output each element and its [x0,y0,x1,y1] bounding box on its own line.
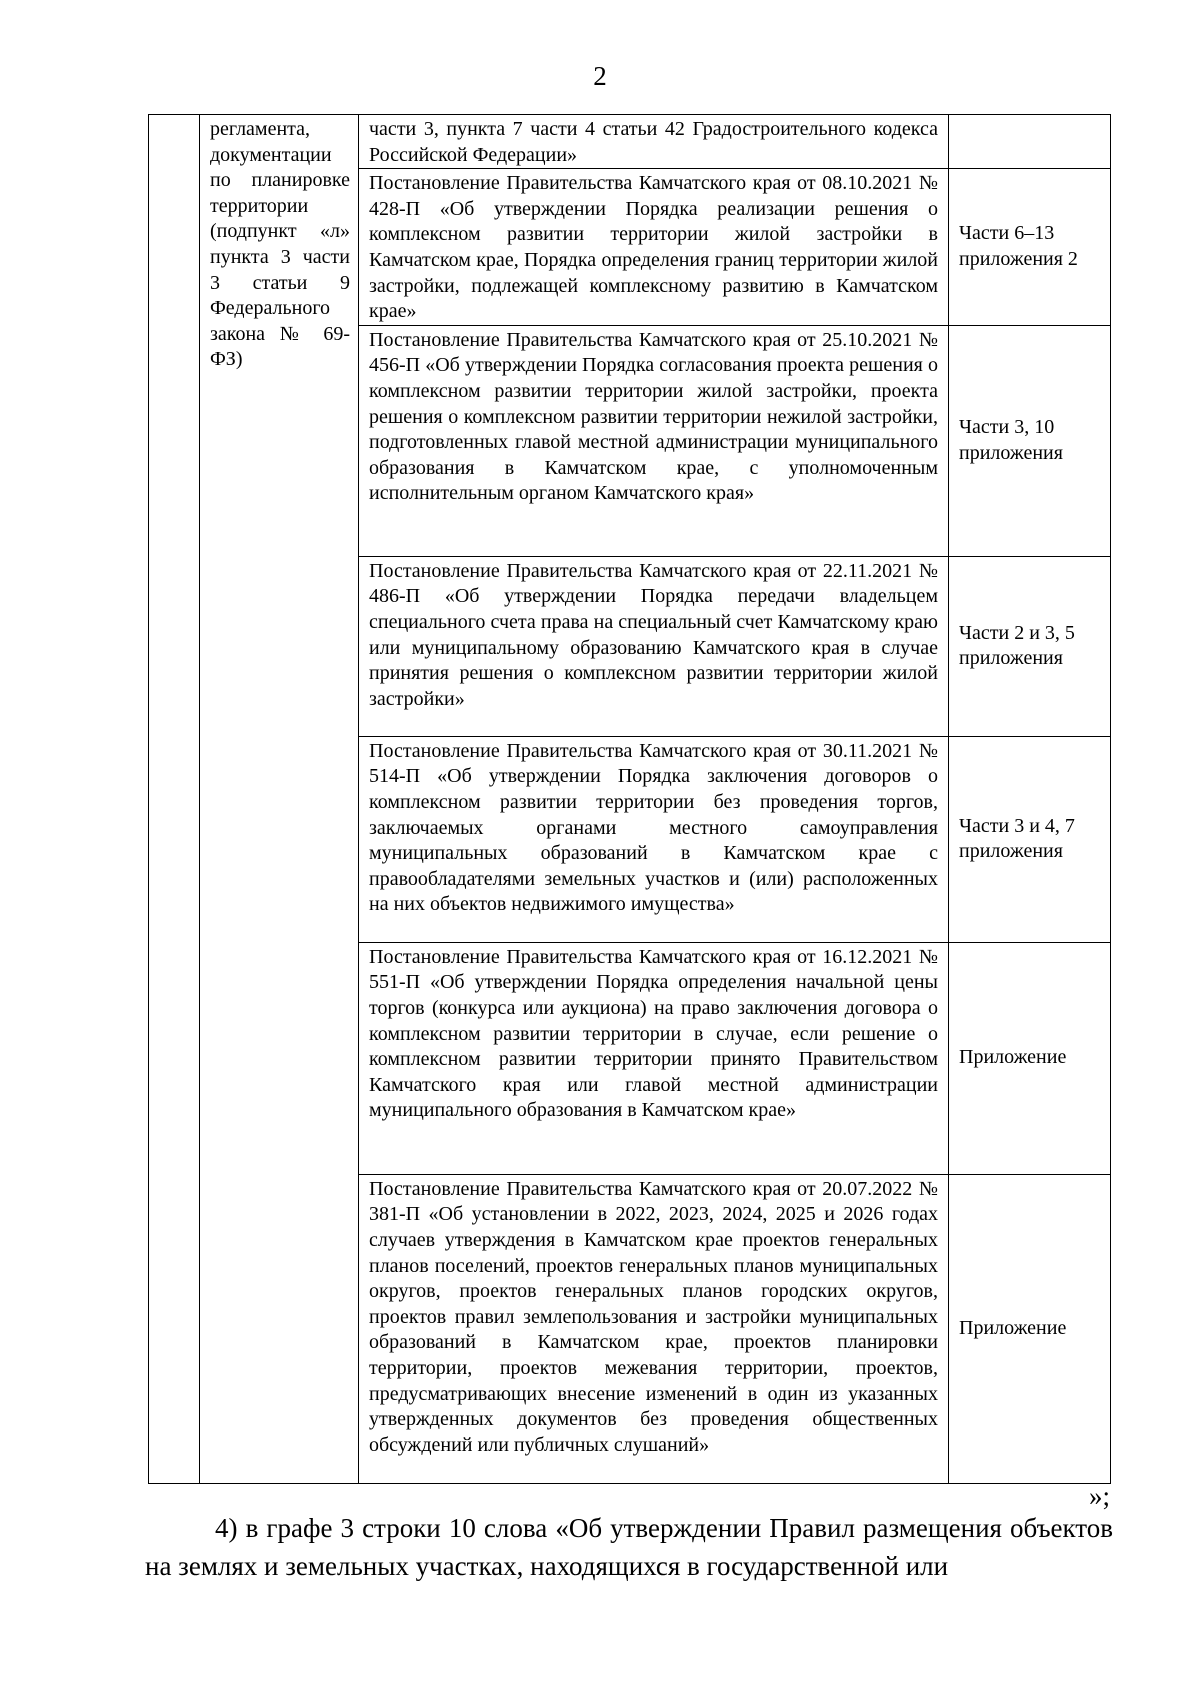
closing-quote: »; [1088,1481,1110,1511]
row-number-cell [149,115,200,1484]
act-cell: Постановление Правительства Камчатского края от 16.12.2021 № 551-П «Об утверждении Порядка определения начальной цены торгов (конкурса или аукциона) на право заключения договора о комплексном развитии территории в случае, если решение о комплексном развитии территории принято Правительством Камчатского края или главой местной администрации муниципального образования в Камчатском крае» [359,942,949,1174]
act-cell: Постановление Правительства Камчатского края от 20.07.2022 № 381-П «Об установлении в 2022, 2023, 2024, 2025 и 2026 годах случаев утверждения в Камчатском крае проектов генеральных планов поселений, проектов генеральных планов муниципальных округов, проектов генеральных планов городских округов, проектов правил землепользования и застройки муниципальных образований в Камчатском крае, проектов планировки территории, проектов межевания территории, проектов, предусматривающих внесение изменений в один из указанных утвержденных документов без проведения общественных обсуждений или публичных слушаний» [359,1174,949,1483]
reference-cell [949,115,1111,169]
reference-cell: Приложение [949,942,1111,1174]
reference-cell: Части 6–13 приложения 2 [949,169,1111,326]
act-cell: Постановление Правительства Камчатского края от 30.11.2021 № 514-П «Об утверждении Порядка заключения договоров о комплексном развитии территории без проведения торгов, заключаемых органами местного самоуправления муниципальных образований в Камчатском крае с правообладателями земельных участков и (или) расположенных на них объектов недвижимого имущества» [359,736,949,942]
act-cell: части 3, пункта 7 части 4 статьи 42 Градостроительного кодекса Российской Федерации» [359,115,949,169]
amendment-paragraph: 4) в графе 3 строки 10 слова «Об утверждении Правил размещения объектов на землях и земельных участках, находящихся в государственной или [145,1513,1113,1581]
reference-cell: Части 3, 10 приложения [949,325,1111,556]
regulations-table [148,114,1111,1484]
reference-cell: Части 2 и 3, 5 приложения [949,556,1111,736]
page-number: 2 [593,61,607,91]
act-cell: Постановление Правительства Камчатского края от 08.10.2021 № 428-П «Об утверждении Порядка реализации решения о комплексном развитии территории жилой застройки в Камчатском крае, Порядка определения границ территории жилой застройки, подлежащей комплексному развитию в Камчатском крае» [359,169,949,326]
table-row [149,115,1111,169]
reference-cell: Части 3 и 4, 7 приложения [949,736,1111,942]
subject-cell: регламента, документации по планировке территории (подпункт «л» пункта 3 части 3 статьи 9 Федерального закона № 69-ФЗ) [200,115,359,1484]
act-cell: Постановление Правительства Камчатского края от 25.10.2021 № 456-П «Об утверждении Порядка согласования проекта решения о комплексном развитии территории жилой застройки, проекта решения о комплексном развитии территории нежилой застройки, подготовленных главой местной администрации муниципального образования в Камчатском крае, с уполномоченным исполнительным органом Камчатского края» [359,325,949,556]
act-cell: Постановление Правительства Камчатского края от 22.11.2021 № 486-П «Об утверждении Порядка передачи владельцем специального счета права на специальный счет Камчатскому краю или муниципальному образованию Камчатского края в случае принятия решения о комплексном развитии территории жилой застройки» [359,556,949,736]
reference-cell: Приложение [949,1174,1111,1483]
